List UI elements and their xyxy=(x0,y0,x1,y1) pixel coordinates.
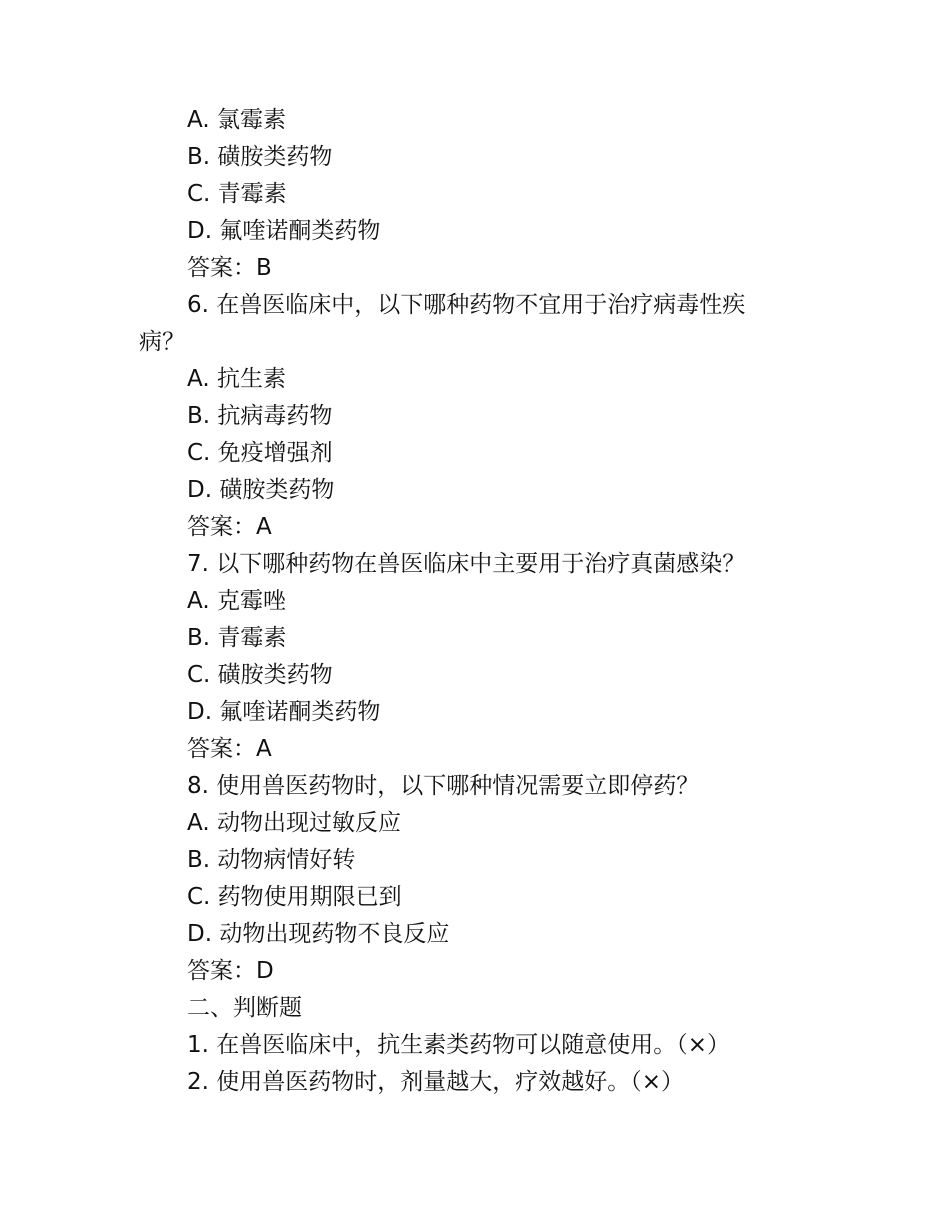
section-heading-true-false: 二、判断题 xyxy=(187,995,302,1021)
option-d-q5: D. 氟喹诺酮类药物 xyxy=(187,218,381,244)
question-7: 7. 以下哪种药物在兽医临床中主要用于治疗真菌感染？ xyxy=(187,551,746,577)
question-6-line2: 病？ xyxy=(139,329,185,355)
option-b-q8: B. 动物病情好转 xyxy=(187,847,356,873)
option-c-q8: C. 药物使用期限已到 xyxy=(187,884,402,910)
option-c-q6: C. 免疫增强剂 xyxy=(187,440,333,466)
answer-q5: 答案：B xyxy=(187,255,272,281)
option-a-q5: A. 氯霉素 xyxy=(187,107,286,133)
option-d-q6: D. 磺胺类药物 xyxy=(187,477,335,503)
answer-q7: 答案：A xyxy=(187,736,272,762)
question-6-line1: 6. 在兽医临床中，以下哪种药物不宜用于治疗病毒性疾 xyxy=(187,292,746,318)
question-6 xyxy=(139,287,797,361)
option-a-q8: A. 动物出现过敏反应 xyxy=(187,810,401,836)
answer-q8: 答案：D xyxy=(187,958,274,984)
option-d-q8: D. 动物出现药物不良反应 xyxy=(187,921,450,947)
statement-1: 1. 在兽医临床中，抗生素类药物可以随意使用。（×） xyxy=(187,1032,731,1058)
statement-2: 2. 使用兽医药物时，剂量越大，疗效越好。（×） xyxy=(187,1069,685,1095)
option-b-q5: B. 磺胺类药物 xyxy=(187,144,333,170)
document-content xyxy=(139,102,797,1101)
answer-q6: 答案：A xyxy=(187,514,272,540)
option-b-q6: B. 抗病毒药物 xyxy=(187,403,333,429)
option-c-q5: C. 青霉素 xyxy=(187,181,287,207)
option-a-q7: A. 克霉唑 xyxy=(187,588,286,614)
option-c-q7: C. 磺胺类药物 xyxy=(187,662,333,688)
option-a-q6: A. 抗生素 xyxy=(187,366,286,392)
option-d-q7: D. 氟喹诺酮类药物 xyxy=(187,699,381,725)
option-b-q7: B. 青霉素 xyxy=(187,625,287,651)
question-8: 8. 使用兽医药物时，以下哪种情况需要立即停药？ xyxy=(187,773,700,799)
